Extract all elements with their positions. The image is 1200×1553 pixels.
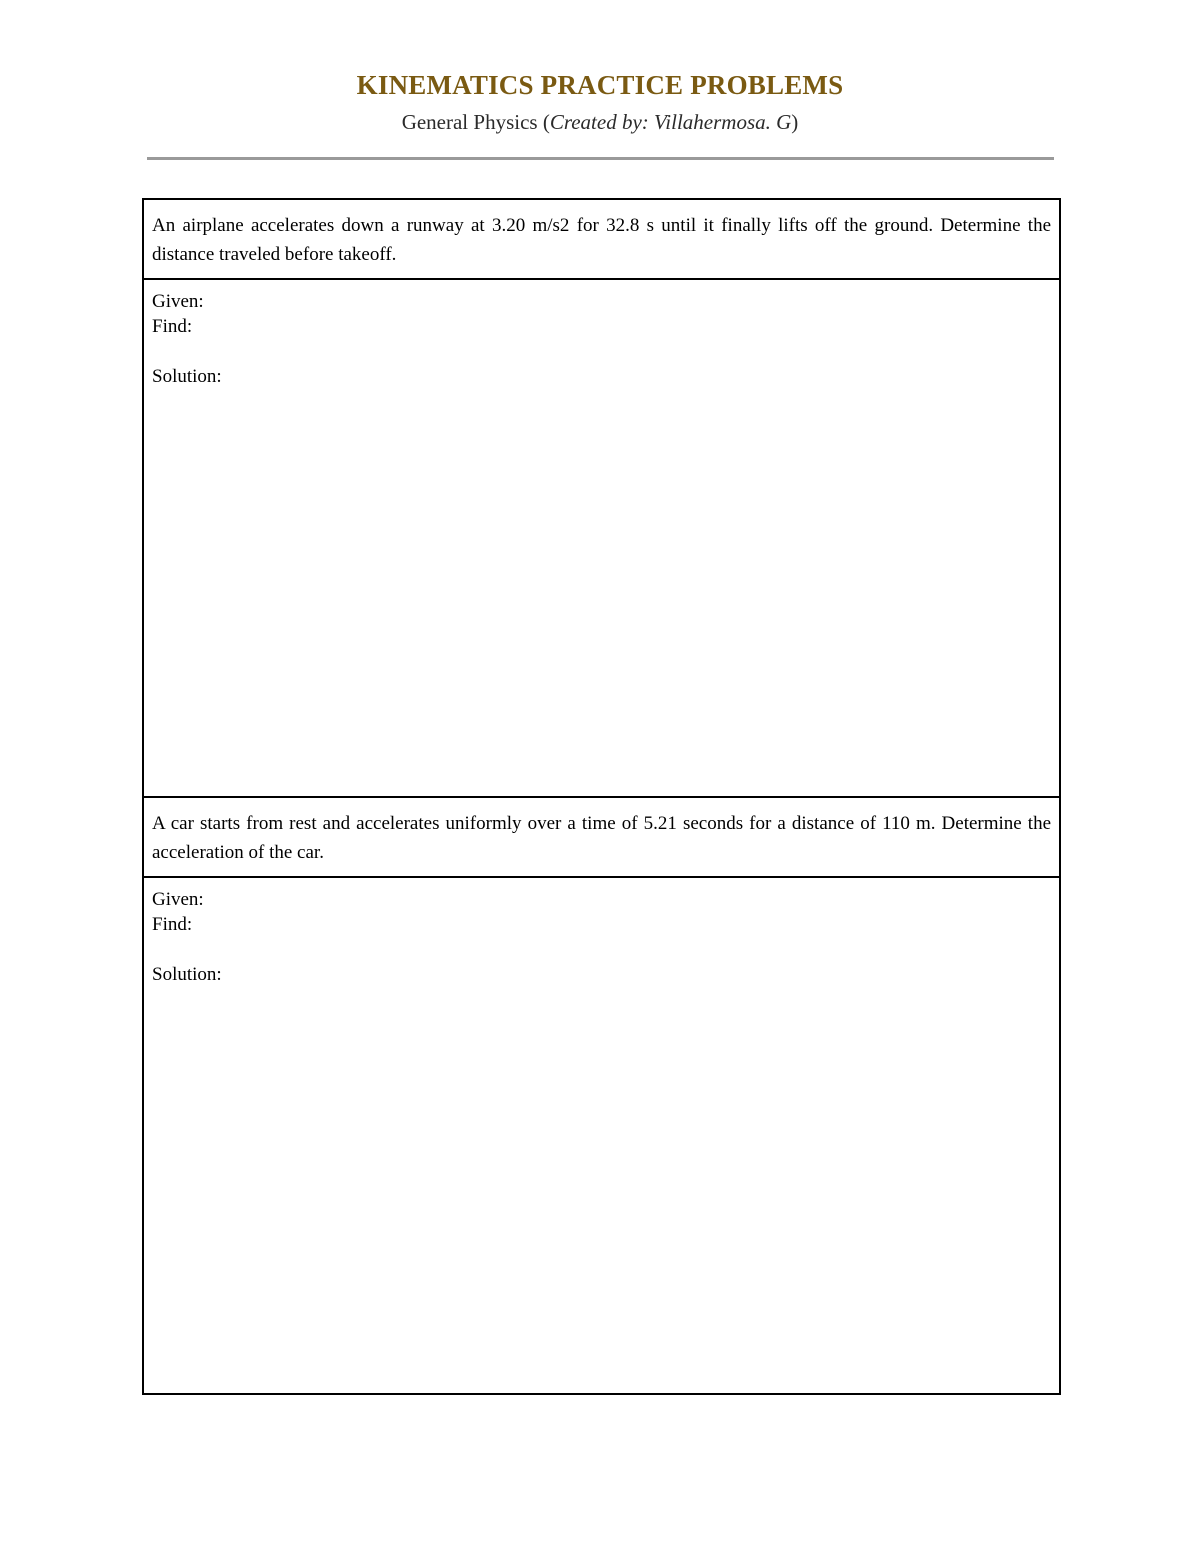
problem-2-find-label: Find: (152, 914, 193, 935)
header-divider (147, 157, 1054, 160)
problem-1-given-label: Given: (152, 291, 204, 312)
problem-1-question-cell (144, 200, 1059, 280)
subtitle-author: Created by: Villahermosa. G (549, 110, 792, 134)
subtitle-suffix: ) (791, 110, 799, 134)
problem-2-given-label: Given: (152, 889, 204, 910)
problem-1-work-area[interactable] (144, 280, 1059, 798)
problem-2-question-cell (144, 798, 1059, 878)
subtitle-prefix: General Physics ( (401, 110, 550, 134)
problem-2-work-area[interactable] (144, 878, 1059, 1393)
problem-2-solution-label: Solution: (152, 964, 222, 985)
problem-2-question: A car starts from rest and accelerates uniformly over a time of 5.21 seconds for a distance of 110 m. Determine the acceleration of the car. (152, 813, 1051, 863)
problem-table (142, 198, 1061, 1395)
page-subtitle (0, 110, 1200, 135)
page-title: KINEMATICS PRACTICE PROBLEMS (356, 70, 844, 100)
problem-1-find-label: Find: (152, 316, 193, 337)
problem-1-question: An airplane accelerates down a runway at 3.20 m/s2 for 32.8 s until it finally lifts off the ground. Determine the distance traveled before takeoff. (152, 215, 1051, 265)
problem-1-solution-label: Solution: (152, 366, 222, 387)
